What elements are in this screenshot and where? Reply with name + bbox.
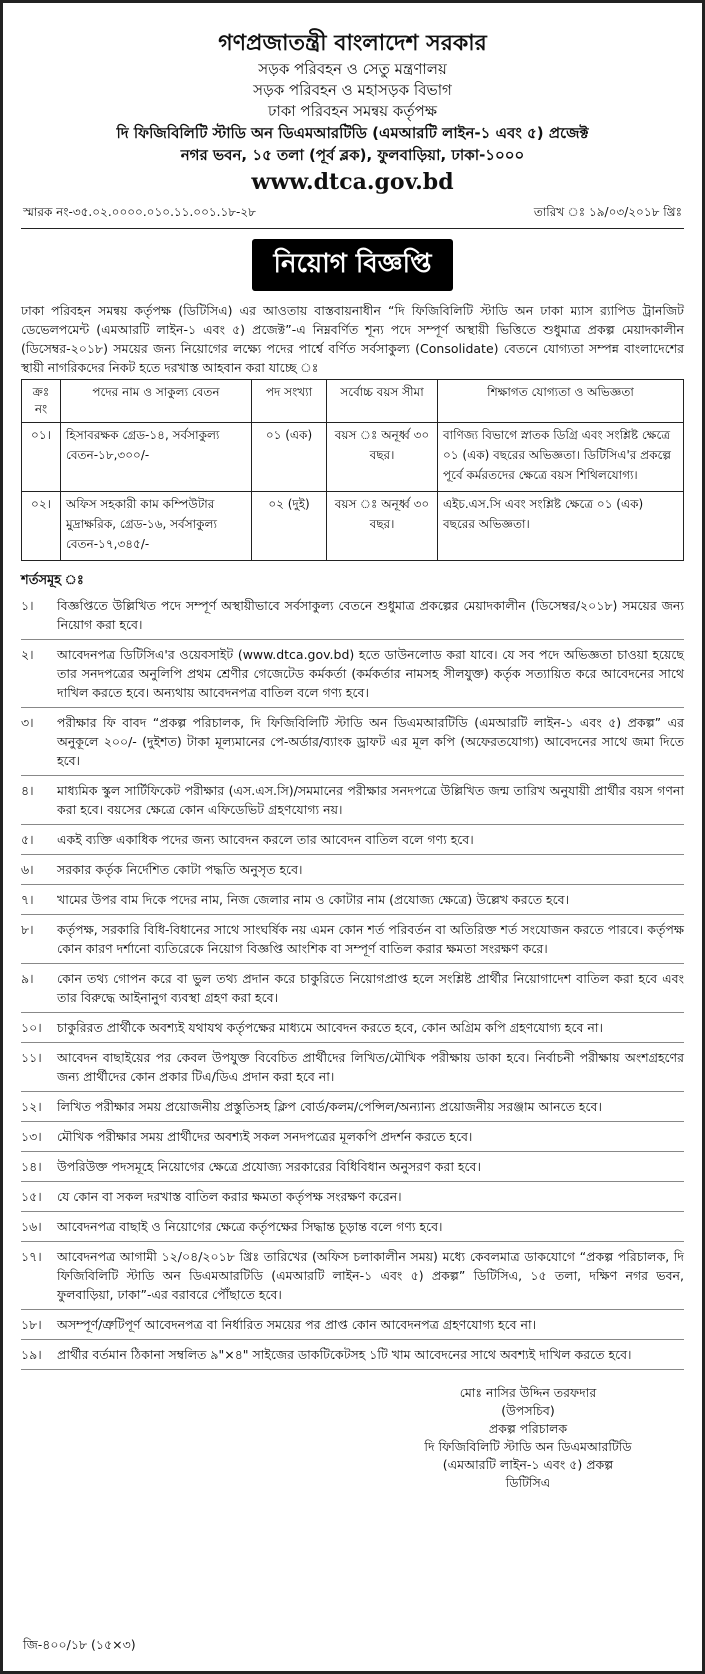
title-wrap: [21, 239, 684, 291]
condition-number: ৪।: [21, 783, 34, 798]
website-link[interactable]: www.dtca.gov.bd: [251, 169, 454, 195]
condition-item: [21, 781, 684, 825]
row-qualification: বাণিজ্য বিভাগে স্নাতক ডিগ্রি এবং সংশ্লিষ্ট ক্ষেত্রে ০১ (এক) বছরের অভিজ্ঞতা। ডিটিসিএ'র প্রকল্পে পূর্বে কর্মরতদের ক্ষেত্রে বয়স শিথিলযোগ্য।: [438, 423, 684, 492]
condition-item: [21, 860, 684, 885]
condition-number: ৭।: [21, 892, 34, 907]
ministry-name: সড়ক পরিবহন ও সেতু মন্ত্রণালয়: [258, 60, 447, 78]
memo-row: [21, 204, 684, 224]
condition-item: [21, 1315, 684, 1340]
condition-number: ১৬।: [21, 1219, 42, 1234]
row-age: বয়স ঃ অনূর্ধ্ব ৩০ বছর।: [327, 423, 438, 492]
condition-text: কোন তথ্য গোপন করে বা ভুল তথ্য প্রদান করে চাকুরিতে নিয়োগপ্রাপ্ত হলে সংশ্লিষ্ট প্রার্থীর নিয়োগাদেশ বাতিল করা হবে এবং তার বিরুদ্ধে আইনানুগ ব্যবস্থা গ্রহণ করা হবে।: [57, 971, 684, 1005]
row-serial: ০১।: [22, 423, 61, 492]
condition-number: ১৪।: [21, 1159, 42, 1174]
signatory-project: দি ফিজিবিলিটি স্টাডি অন ডিএমআরটিডি: [424, 1439, 632, 1454]
divider: [21, 228, 684, 229]
header-serial: ক্রঃ নং: [22, 380, 61, 423]
condition-item: [21, 890, 684, 915]
condition-item: [21, 1048, 684, 1092]
office-address: নগর ভবন, ১৫ তলা (পূর্ব ব্লক), ফুলবাড়িয়া, ঢাকা-১০০০: [180, 146, 525, 164]
condition-text: আবেদনপত্র আগামী ১২/০৪/২০১৮ খ্রিঃ তারিখের (অফিস চলাকালীন সময়) মধ্যে কেবলমাত্র ডাকযোগে “প্রকল্প পরিচালক, দি ফিজিবিলিটি স্টাডি অন ডিএমআরটিডি (এমআরটি লাইন-১ এবং ৫) প্রকল্প” ডিটিসিএ, ১৫ তলা, দক্ষিণ নগর ভবন, ফুলবাড়িয়া, ঢাকা”-এর বরাবরে পৌঁছাতে হবে।: [57, 1249, 684, 1302]
condition-number: ১৭।: [21, 1249, 42, 1264]
condition-item: [21, 969, 684, 1013]
condition-text: প্রার্থীর বর্তমান ঠিকানা সম্বলিত ৯"×৪" সাইজের ডাকটিকেটসহ ১টি খাম আবেদনের সাথে অবশ্যই দাখিল করতে হবে।: [57, 1347, 632, 1362]
signature-block: [378, 1384, 678, 1492]
condition-text: লিখিত পরীক্ষার সময় প্রয়োজনীয় প্রস্তুতিসহ ক্লিপ বোর্ড/কলম/পেন্সিল/অন্যান্য প্রয়োজনীয় সরঞ্জাম আনতে হবে।: [57, 1099, 602, 1114]
condition-text: যে কোন বা সকল দরখাস্ত বাতিল করার ক্ষমতা কর্তৃপক্ষ সংরক্ষণ করেন।: [57, 1189, 402, 1204]
header-post: পদের নাম ও সাকুল্য বেতন: [61, 380, 252, 423]
table-row: [22, 492, 684, 561]
condition-text: অসম্পূর্ণ/ত্রুটিপূর্ণ আবেদনপত্র বা নির্ধারিত সময়ের পর প্রাপ্ত কোন আবেদনপত্র গ্রহণযোগ্য হবে না।: [57, 1317, 537, 1332]
condition-item: [21, 1018, 684, 1043]
signatory-org: ডিটিসিএ: [505, 1475, 551, 1490]
condition-text: বিজ্ঞপ্তিতে উল্লিখিত পদে সম্পূর্ণ অস্থায়ীভাবে সর্বসাকুল্য বেতনে শুধুমাত্র প্রকল্পের মেয়াদকালীন (ডিসেম্বর/২০১৮) সময়ের জন্য নিয়োগ করা হবে।: [57, 598, 684, 632]
condition-number: ১০।: [21, 1020, 42, 1035]
condition-text: মাধ্যমিক স্কুল সার্টিফিকেট পরীক্ষার (এস.এস.সি)/সমমানের পরীক্ষার সনদপত্রে উল্লিখিত জন্ম তারিখ অনুযায়ী প্রার্থীর বয়স গণনা করা হবে। বয়সের ক্ষেত্রে কোন এফিডেভিট গ্রহণযোগ্য নয়।: [57, 783, 684, 817]
condition-number: ১।: [21, 598, 34, 613]
condition-item: [21, 596, 684, 640]
conditions-title: শর্তসমূহ ঃ: [21, 573, 84, 588]
condition-number: ১৮।: [21, 1317, 42, 1332]
posts-table: [21, 379, 684, 561]
condition-number: ১৩।: [21, 1129, 42, 1144]
division-name: সড়ক পরিবহন ও মহাসড়ক বিভাগ: [253, 81, 452, 99]
row-count: ০২ (দুই): [252, 492, 327, 561]
condition-number: ৮।: [21, 922, 34, 937]
header-age: সর্বোচ্চ বয়স সীমা: [327, 380, 438, 423]
condition-item: [21, 1345, 684, 1370]
notice-title: নিয়োগ বিজ্ঞপ্তি: [252, 239, 454, 291]
signatory-line: (এমআরটি লাইন-১ এবং ৫) প্রকল্প: [442, 1457, 614, 1472]
condition-item: [21, 1157, 684, 1182]
condition-text: আবেদনপত্র বাছাই ও নিয়োগের ক্ষেত্রে কর্তৃপক্ষের সিদ্ধান্ত চূড়ান্ত বলে গণ্য হবে।: [57, 1219, 443, 1234]
project-name: দি ফিজিবিলিটি স্টাডি অন ডিএমআরটিডি (এমআরটি লাইন-১ এবং ৫) প্রজেক্ট: [116, 124, 589, 142]
condition-text: আবেদন বাছাইয়ের পর কেবল উপযুক্ত বিবেচিত প্রার্থীদের লিখিত/মৌখিক পরীক্ষায় ডাকা হবে। নির্বাচনী পরীক্ষায় অংশগ্রহণের জন্য প্রার্থীদের কোন প্রকার টিএ/ডিএ প্রদান করা হবে না।: [57, 1050, 684, 1084]
condition-number: ৬।: [21, 862, 34, 877]
condition-text: আবেদনপত্র ডিটিসিএ'র ওয়েবসাইট (www.dtca.gov.bd) হতে ডাউনলোড করা যাবে। যে সব পদে অভিজ্ঞতা চাওয়া হয়েছে তার সনদপত্রের অনুলিপি প্রথম শ্রেণীর গেজেটেড কর্মকর্তা (কর্মকর্তার নামসহ সীলযুক্ত) কর্তৃক সত্যায়িত করে আবেদনের সাথে দাখিল করতে হবে। অন্যথায় আবেদনপত্র বাতিল বলে গণ্য হবে।: [57, 647, 684, 700]
memo-date: তারিখ ঃ ১৯/০৩/২০১৮ খ্রিঃ: [533, 205, 682, 219]
condition-number: ১২।: [21, 1099, 42, 1114]
condition-number: ৫।: [21, 832, 34, 847]
intro-paragraph: ঢাকা পরিবহন সমন্বয় কর্তৃপক্ষ (ডিটিসিএ) এর আওতায় বাস্তবায়নাধীন “দি ফিজিবিলিটি স্টাডি অন ঢাকা ম্যাস র‍্যাপিড ট্রানজিট ডেভেলপমেন্ট (এমআরটি লাইন-১ এবং ৫) প্রজেক্ট”-এ নিম্নবর্ণিত শূন্য পদে সম্পূর্ণ অস্থায়ী ভিত্তিতে শুধুমাত্র প্রকল্প মেয়াদকালীন (ডিসেম্বর-২০১৮) সময়ের জন্য নিয়োগের লক্ষ্যে পদের পার্শ্বে বর্ণিত সর্বসাকুল্য (Consolidate) বেতনে যোগ্যতা সম্পন্ন বাংলাদেশের স্থায়ী নাগরিকদের নিকট হতে দরখাস্ত আহবান করা যাচ্ছে ঃ: [21, 303, 684, 375]
condition-number: ২।: [21, 647, 34, 662]
header-count: পদ সংখ্যা: [252, 380, 327, 423]
condition-item: [21, 1187, 684, 1212]
condition-item: [21, 1247, 684, 1310]
row-age: বয়স ঃ অনূর্ধ্ব ৩০ বছর।: [327, 492, 438, 561]
row-serial: ০২।: [22, 492, 61, 561]
condition-item: [21, 920, 684, 964]
condition-text: সরকার কর্তৃক নির্দেশিত কোটা পদ্ধতি অনুসৃত হবে।: [57, 862, 303, 877]
condition-text: মৌখিক পরীক্ষার সময় প্রার্থীদের অবশ্যই সকল সনদপত্রের মূলকপি প্রদর্শন করতে হবে।: [57, 1129, 473, 1144]
row-post: হিসাবরক্ষক গ্রেড-১৪, সর্বসাকুল্য বেতন-১৮,৩০০/-: [61, 423, 252, 492]
row-qualification: এইচ.এস.সি এবং সংশ্লিষ্ট ক্ষেত্রে ০১ (এক) বছরের অভিজ্ঞতা।: [438, 492, 684, 561]
gd-code: জি-৪০০/১৮ (১৫×৩): [23, 1637, 136, 1652]
condition-text: কর্তৃপক্ষ, সরকারি বিধি-বিধানের সাথে সাংঘর্ষিক নয় এমন কোন শর্ত পরিবর্তন বা অতিরিক্ত শর্ত সংযোজন করতে পারবে। কর্তৃপক্ষ কোন কারণ দর্শানো ব্যতিরেকে নিয়োগ বিজ্ঞপ্তি আংশিক বা সম্পূর্ণ বাতিল করার ক্ষমতা সংরক্ষণ করে।: [57, 922, 684, 956]
condition-item: [21, 830, 684, 855]
condition-text: খামের উপর বাম দিকে পদের নাম, নিজ জেলার নাম ও কোটার নাম (প্রযোজ্য ক্ষেত্রে) উল্লেখ করতে হবে।: [57, 892, 570, 907]
condition-item: [21, 1217, 684, 1242]
condition-number: ১৯।: [21, 1347, 42, 1362]
condition-item: [21, 1097, 684, 1122]
condition-number: ১১।: [21, 1050, 42, 1065]
signatory-name: মোঃ নাসির উদ্দিন তরফদার: [459, 1385, 597, 1400]
condition-item: [21, 645, 684, 708]
condition-text: পরীক্ষার ফি বাবদ “প্রকল্প পরিচালক, দি ফিজিবিলিটি স্টাডি অন ডিএমআরটিডি (এমআরটি লাইন-১ এবং ৫) প্রকল্প” এর অনুকূলে ২০০/- (দুইশত) টাকা মূল্যমানের পে-অর্ডার/ব্যাংক ড্রাফট এর মূল কপি (অফেরতযোগ্য) আবেদনের সাথে জমা দিতে হবে।: [57, 715, 684, 768]
authority-name: ঢাকা পরিবহন সমন্বয় কর্তৃপক্ষ: [267, 102, 437, 120]
row-post: অফিস সহকারী কাম কম্পিউটার মুদ্রাক্ষরিক, গ্রেড-১৬, সর্বসাকুল্য বেতন-১৭,৩৪৫/-: [61, 492, 252, 561]
condition-text: একই ব্যক্তি একাধিক পদের জন্য আবেদন করলে তার আবেদন বাতিল বলে গণ্য হবে।: [57, 832, 474, 847]
row-count: ০১ (এক): [252, 423, 327, 492]
condition-item: [21, 1127, 684, 1152]
condition-text: উপরিউক্ত পদসমূহে নিয়োগের ক্ষেত্রে প্রযোজ্য সরকারের বিধিবিধান অনুসরণ করা হবে।: [57, 1159, 481, 1174]
condition-number: ৯।: [21, 971, 34, 986]
condition-number: ৩।: [21, 715, 34, 730]
signatory-role: প্রকল্প পরিচালক: [488, 1421, 568, 1436]
government-title: গণপ্রজাতন্ত্রী বাংলাদেশ সরকার: [218, 31, 487, 56]
table-header-row: [22, 380, 684, 423]
condition-number: ১৫।: [21, 1189, 42, 1204]
condition-text: চাকুরিরত প্রার্থীকে অবশ্যই যথাযথ কর্তৃপক্ষের মাধ্যমে আবেদন করতে হবে, কোন অগ্রিম কপি গ্রহণযোগ্য হবে না।: [57, 1020, 603, 1035]
header: [21, 29, 684, 198]
memo-reference: স্মারক নং-৩৫.০২.০০০০.০১০.১১.০০১.১৮-২৮: [23, 205, 256, 219]
table-row: [22, 423, 684, 492]
conditions-list: [21, 596, 684, 1370]
condition-item: [21, 713, 684, 776]
signatory-rank: (উপসচিব): [501, 1403, 555, 1418]
header-qualification: শিক্ষাগত যোগ্যতা ও অভিজ্ঞতা: [438, 380, 684, 423]
